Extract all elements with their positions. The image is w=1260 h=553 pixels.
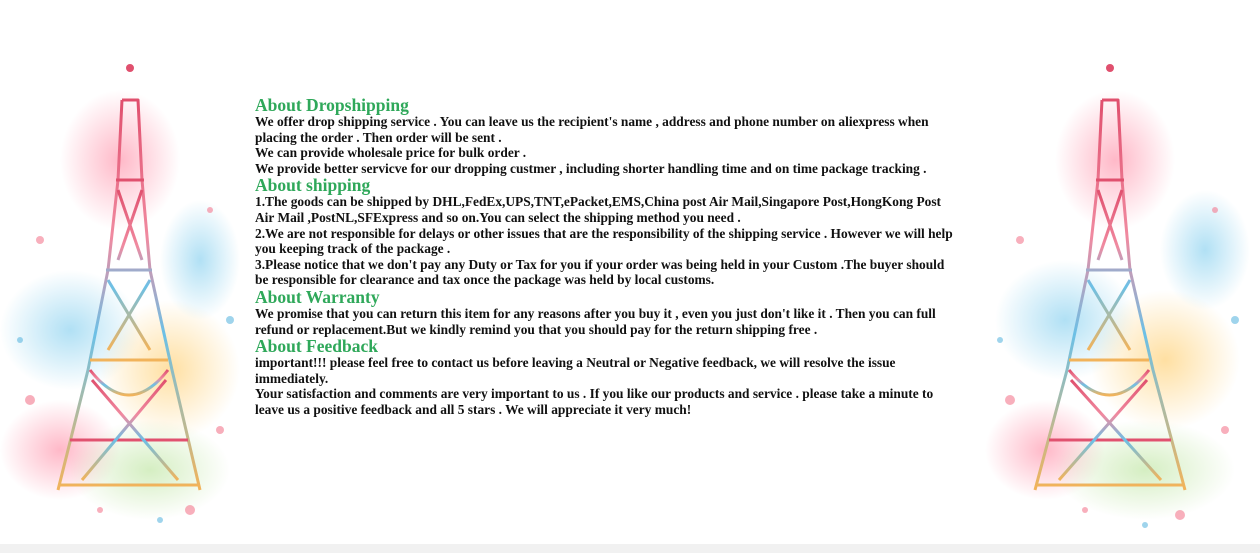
section-paragraph: We provide better servicve for our dropping custmer , including shorter handling time and on time package tracking . <box>255 160 927 176</box>
section-feedback <box>255 337 960 417</box>
bottom-divider <box>0 544 1260 553</box>
section-heading: About Feedback <box>255 336 378 357</box>
info-content <box>255 96 960 418</box>
section-paragraph: We can provide wholesale price for bulk order . <box>255 145 527 161</box>
section-warranty <box>255 288 960 337</box>
section-paragraph: Your satisfaction and comments are very important to us . If you like our products and service . please take a minute to leave us a positive feedback and all 5 stars . We will appreciate it very much! <box>255 386 934 417</box>
section-dropshipping <box>255 96 960 176</box>
section-heading: About Dropshipping <box>255 95 409 115</box>
section-heading: About shipping <box>255 175 371 196</box>
section-paragraph: 1.The goods can be shipped by DHL,FedEx,UPS,TNT,ePacket,EMS,China post Air Mail,Singapore Post,HongKong Post Air Mail ,PostNL,SFExpress and so on.You can select the shipping method you need . <box>255 194 941 225</box>
eiffel-tower-right-icon <box>975 30 1260 540</box>
section-paragraph: important!!! please feel free to contact us before leaving a Neutral or Negative feedback, we will resolve the issue immediately. <box>255 355 896 386</box>
section-paragraph: 2.We are not responsible for delays or other issues that are the responsibility of the shipping service . However we will help you keeping track of the package . <box>255 225 953 257</box>
section-paragraph: We promise that you can return this item for any reasons after you buy it , even you just don't like it . Then you can full refund or replacement.But we kindly remind you that you should pay for the return shipping free . <box>255 305 936 337</box>
section-paragraph: 3.Please notice that we don't pay any Duty or Tax for you if your order was being held in your Custom .The buyer should be responsible for clearance and tax once the package was held by local customs. <box>255 256 945 288</box>
eiffel-tower-left-icon <box>0 40 250 540</box>
section-shipping <box>255 176 960 288</box>
section-heading: About Warranty <box>255 286 380 307</box>
section-paragraph: We offer drop shipping service . You can leave us the recipient's name , address and phone number on aliexpress when placing the order . Then order will be sent . <box>255 114 929 145</box>
